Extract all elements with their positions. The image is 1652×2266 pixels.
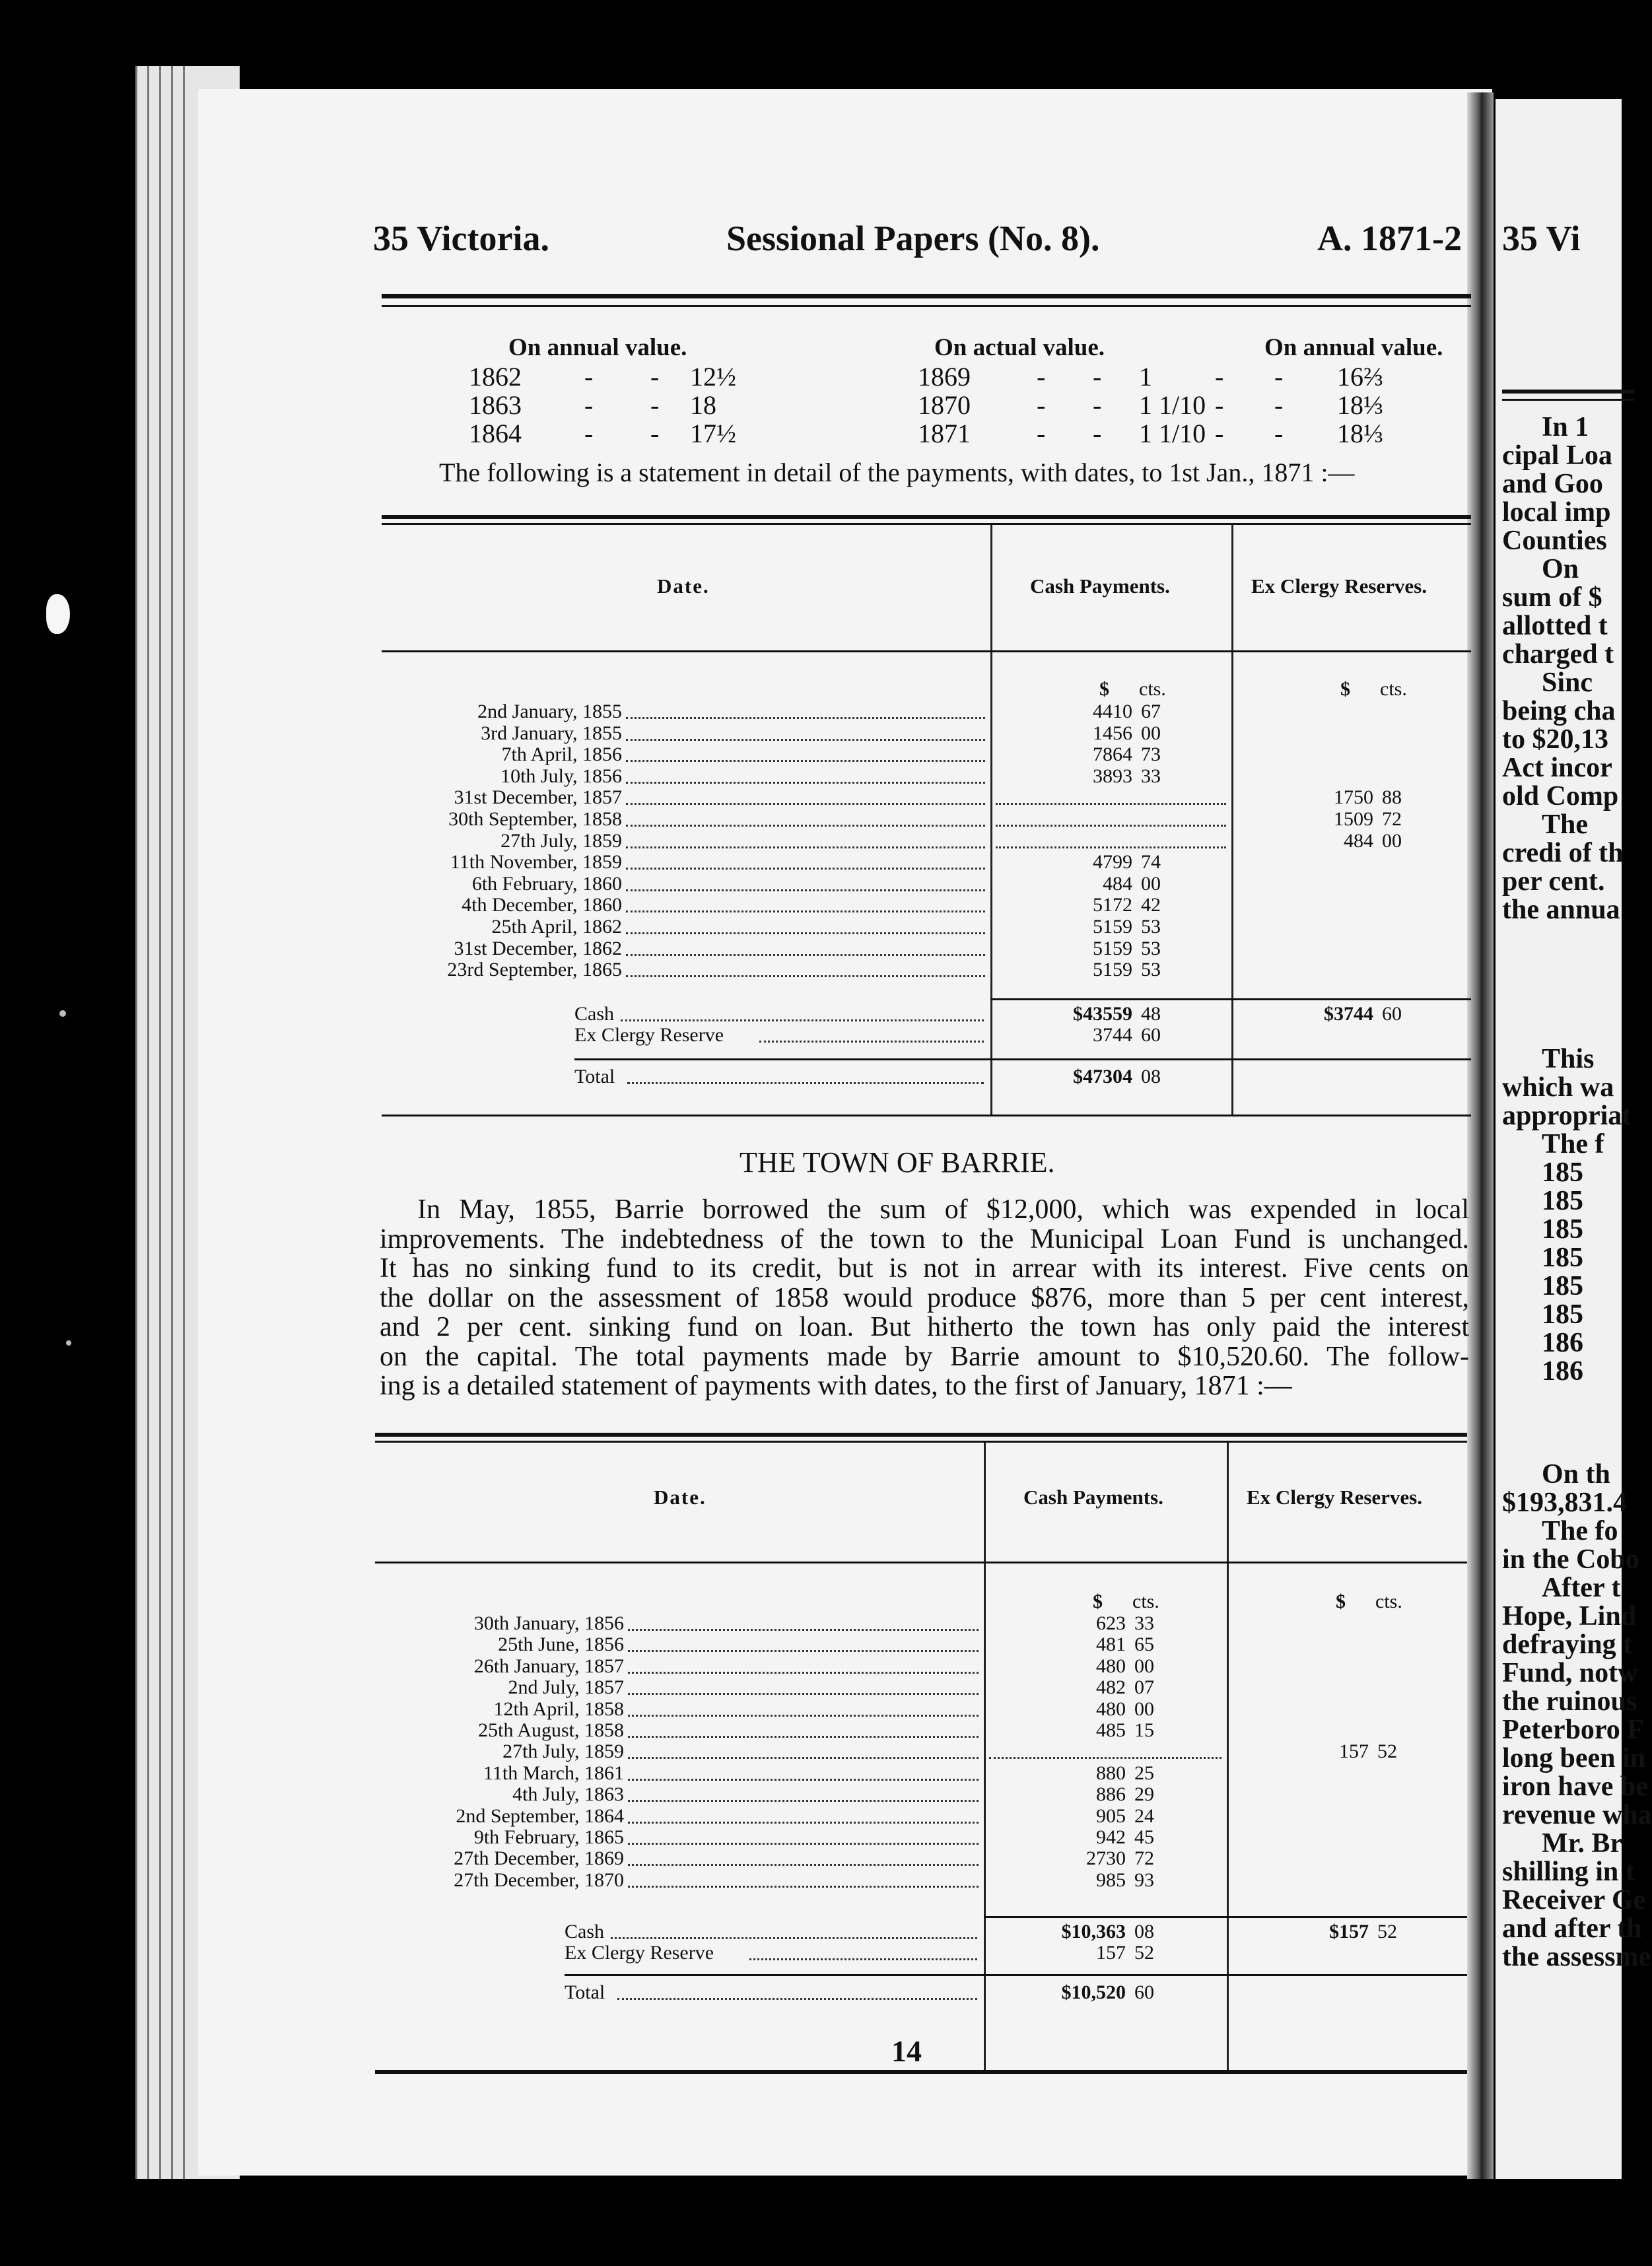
table-row-cash-cents: 73 xyxy=(1141,743,1161,766)
table-row-clergy-cents: 72 xyxy=(1382,808,1402,830)
right-page-line: 185 xyxy=(1542,1271,1583,1301)
table-head-clergy: Ex Clergy Reserves. xyxy=(1247,1486,1422,1509)
barrie-line: on the capital. The total payments made by Barrie amount to $10,520.60. The follow- xyxy=(380,1341,1469,1372)
left-page xyxy=(198,89,1492,2176)
table-bottom-rule xyxy=(382,1115,1471,1116)
cash-leader xyxy=(611,1937,977,1939)
table-row-cash-cents: 07 xyxy=(1134,1676,1154,1699)
table-row-cash-cents: 67 xyxy=(1141,701,1161,722)
header-center: Sessional Papers (No. 8). xyxy=(726,219,1100,258)
right-page-line: credi of th xyxy=(1502,838,1624,868)
header-left: 35 Victoria. xyxy=(373,219,549,258)
cash-label: Cash xyxy=(574,1003,614,1025)
table-row-date: 23rd September, 1865 xyxy=(447,959,622,981)
right-page-line: Mr. Br xyxy=(1542,1828,1623,1859)
cash-cents: 08 xyxy=(1134,1921,1154,1942)
table-row-cash-dollars: 623 xyxy=(1096,1612,1126,1634)
cash-clergy-dollars: $3744 xyxy=(1324,1003,1373,1025)
values-dash: - xyxy=(650,390,660,420)
right-page-line: charged t xyxy=(1502,639,1614,670)
table-head-rule xyxy=(375,1562,1467,1563)
table-sum-rule xyxy=(984,1916,1467,1918)
table-top-rule xyxy=(382,515,1471,519)
speck xyxy=(66,1340,71,1346)
total-label: Total xyxy=(565,1981,605,2003)
right-header-rule xyxy=(1502,390,1634,394)
table-row-cash-empty xyxy=(996,825,1226,827)
table-row-cash-dollars: 4410 xyxy=(1093,701,1132,722)
cash-clergy-cents: 52 xyxy=(1377,1921,1397,1942)
right-page-line: defraying t xyxy=(1502,1630,1633,1660)
values-rate-3: 18⅓ xyxy=(1337,419,1383,448)
table-row-leader xyxy=(626,889,985,891)
table-row-cash-dollars: 880 xyxy=(1096,1762,1126,1784)
table-row-clergy-dollars: 484 xyxy=(1344,829,1373,852)
speck xyxy=(59,1010,66,1017)
table-row-date: 27th December, 1870 xyxy=(454,1869,624,1891)
cash-cents: 48 xyxy=(1141,1003,1161,1025)
table-total-rule xyxy=(574,1058,1471,1060)
table-row-cash-cents: 33 xyxy=(1134,1612,1154,1634)
table-row-date: 11th March, 1861 xyxy=(483,1762,624,1784)
cash-dollars: $10,363 xyxy=(1061,1921,1126,1942)
right-page-line: Sinc xyxy=(1542,668,1593,698)
right-page-line: long been in xyxy=(1502,1743,1646,1773)
table-row-cash-dollars: 3893 xyxy=(1093,765,1132,787)
barrie-title: THE TOWN OF BARRIE. xyxy=(740,1146,1055,1179)
right-page-line: The xyxy=(1542,809,1589,840)
table-row-cash-dollars: 4799 xyxy=(1093,851,1132,874)
header-rule xyxy=(382,294,1471,298)
table-row-cash-cents: 29 xyxy=(1134,1783,1154,1806)
unit-cents: cts. xyxy=(1132,1591,1159,1612)
values-dash: - xyxy=(1093,390,1102,420)
ex-clergy-dollars: 3744 xyxy=(1093,1024,1132,1046)
table-row-clergy-cents: 88 xyxy=(1382,786,1402,809)
table-row-date: 25th August, 1858 xyxy=(478,1719,624,1741)
ex-clergy-label: Ex Clergy Reserve xyxy=(565,1942,714,1964)
values-dash: - xyxy=(1215,390,1224,420)
values-dash: - xyxy=(1215,362,1224,392)
table-head-cash: Cash Payments. xyxy=(1023,1486,1163,1509)
right-page-line: 186 xyxy=(1542,1328,1583,1358)
unit-dollar: $ xyxy=(1336,1591,1346,1612)
right-page-line: per cent. xyxy=(1502,866,1605,897)
table-row-leader xyxy=(628,1629,979,1631)
table-row-cash-cents: 53 xyxy=(1141,937,1161,959)
table-row-date: 27th December, 1869 xyxy=(454,1847,624,1870)
table-row-cash-empty xyxy=(996,803,1226,805)
right-page-line: old Comp xyxy=(1502,781,1619,811)
table-row-clergy-dollars: 1750 xyxy=(1334,786,1373,809)
right-page-line: Act incor xyxy=(1502,753,1612,783)
right-page-line: revenue wha xyxy=(1502,1800,1652,1830)
total-dollars: $10,520 xyxy=(1061,1981,1126,2003)
barrie-line: and 2 per cent. sinking fund on loan. But hitherto the town has only paid the interest xyxy=(380,1312,1469,1342)
total-label: Total xyxy=(574,1066,615,1087)
right-page-line: which wa xyxy=(1502,1072,1614,1103)
table-row-cash-dollars: 942 xyxy=(1096,1826,1126,1848)
table-row-leader xyxy=(626,910,985,912)
barrie-line: the dollar on the assessment of 1858 would produce $876, more than 5 per cent interest, xyxy=(380,1282,1469,1313)
values-year-1: 1862 xyxy=(469,362,522,392)
table-row-leader xyxy=(628,1715,979,1717)
table-row-cash-dollars: 481 xyxy=(1096,1633,1126,1656)
values-rate-1: 17½ xyxy=(690,419,736,448)
right-page-line: The f xyxy=(1542,1129,1604,1159)
right-page-line: Hope, Lind xyxy=(1502,1601,1637,1631)
cash-clergy-dollars: $157 xyxy=(1329,1921,1369,1942)
table-row-leader xyxy=(626,739,985,741)
values-rate-2: 1 1/10 xyxy=(1139,390,1206,420)
right-page-line: allotted t xyxy=(1502,611,1608,641)
table-row-leader xyxy=(626,975,985,977)
values-rate-3: 16⅔ xyxy=(1337,362,1383,392)
table-row-cash-dollars: 5159 xyxy=(1093,916,1132,938)
right-page-line: $193,831.4 xyxy=(1502,1488,1627,1518)
table-row-clergy-cents: 52 xyxy=(1377,1740,1397,1763)
right-page-line: and Goo xyxy=(1502,469,1603,499)
table-row-leader xyxy=(628,1672,979,1674)
values-dash: - xyxy=(1274,419,1284,448)
table-row-date: 2nd July, 1857 xyxy=(508,1676,624,1699)
right-page-line: appropriat xyxy=(1502,1101,1632,1131)
values-dash: - xyxy=(650,362,660,392)
table-row-leader xyxy=(628,1736,979,1738)
table-row-cash-dollars: 480 xyxy=(1096,1655,1126,1677)
unit-cents: cts. xyxy=(1380,678,1407,700)
total-dollars: $47304 xyxy=(1073,1066,1132,1087)
table-row-date: 2nd September, 1864 xyxy=(456,1804,624,1827)
right-page-line: 185 xyxy=(1542,1157,1583,1188)
table-row-leader xyxy=(626,846,985,848)
ex-clergy-cents: 60 xyxy=(1141,1024,1161,1046)
barrie-line: improvements. The indebtedness of the town to the Municipal Loan Fund is unchanged. xyxy=(380,1223,1469,1254)
table-row-leader xyxy=(626,782,985,784)
values-rate-1: 18 xyxy=(690,390,716,420)
table-row-cash-cents: 53 xyxy=(1141,916,1161,938)
table-row-cash-dollars: 5159 xyxy=(1093,959,1132,981)
table-row-leader xyxy=(626,825,985,827)
table-row-leader xyxy=(626,760,985,762)
table-total-rule xyxy=(565,1974,1467,1976)
table-row-cash-cents: 65 xyxy=(1134,1633,1154,1656)
values-year-2: 1871 xyxy=(918,419,971,448)
barrie-line: In May, 1855, Barrie borrowed the sum of $12,000, which was expended in local xyxy=(417,1194,1469,1225)
table-row-leader xyxy=(628,1843,979,1845)
table-row-date: 9th February, 1865 xyxy=(473,1826,624,1848)
ex-clergy-label: Ex Clergy Reserve xyxy=(574,1024,724,1046)
right-page-line: cipal Loa xyxy=(1502,440,1612,471)
table-top-rule-thin xyxy=(382,523,1471,525)
table-row-cash-dollars: 482 xyxy=(1096,1676,1126,1699)
table-row-cash-empty xyxy=(996,846,1226,848)
table-row-cash-dollars: 480 xyxy=(1096,1698,1126,1720)
values-dash: - xyxy=(1274,390,1284,420)
ex-clergy-dollars: 157 xyxy=(1096,1942,1126,1964)
table-row-cash-cents: 24 xyxy=(1134,1804,1154,1827)
table-row-date: 31st December, 1862 xyxy=(454,937,622,959)
table-row-date: 25th April, 1862 xyxy=(491,916,622,938)
right-page-line: shilling in t xyxy=(1502,1857,1635,1887)
table-row-cash-cents: 93 xyxy=(1134,1869,1154,1891)
table-row-cash-cents: 45 xyxy=(1134,1826,1154,1848)
values-dash: - xyxy=(650,419,660,448)
table-row-date: 27th July, 1859 xyxy=(500,829,622,852)
table-row-cash-cents: 33 xyxy=(1141,765,1161,787)
table-row-leader xyxy=(626,803,985,805)
values-rate-2: 1 xyxy=(1139,362,1152,392)
unit-dollar: $ xyxy=(1099,678,1109,700)
unit-cents: cts. xyxy=(1375,1591,1402,1612)
table-row-cash-cents: 00 xyxy=(1141,872,1161,895)
total-cents: 60 xyxy=(1134,1981,1154,2003)
cash-label: Cash xyxy=(565,1921,604,1942)
right-page-line: 185 xyxy=(1542,1214,1583,1245)
right-page-line: On th xyxy=(1542,1459,1610,1490)
total-leader xyxy=(627,1082,984,1084)
table-row-date: 12th April, 1858 xyxy=(493,1698,624,1720)
table-row-date: 11th November, 1859 xyxy=(450,851,622,874)
table-row-date: 4th July, 1863 xyxy=(512,1783,624,1806)
right-page-line: This xyxy=(1542,1044,1595,1074)
right-page-line: in the Cobo xyxy=(1502,1544,1639,1575)
table-row-leader xyxy=(628,1886,979,1888)
table-row-cash-dollars: 886 xyxy=(1096,1783,1126,1806)
table-row-cash-dollars: 7864 xyxy=(1093,743,1132,766)
table-row-cash-cents: 00 xyxy=(1141,722,1161,744)
table-row-date: 3rd January, 1855 xyxy=(481,722,622,744)
table-bottom-rule xyxy=(375,2070,1467,2074)
right-header-rule-thin xyxy=(1502,399,1634,401)
barrie-line: ing is a detailed statement of payments with dates, to the first of January, 1871 :— xyxy=(380,1371,1292,1401)
table-row-leader xyxy=(628,1779,979,1781)
right-page-line: to $20,13 xyxy=(1502,724,1608,755)
table-row-cash-cents: 53 xyxy=(1141,959,1161,981)
values-dash: - xyxy=(1037,362,1046,392)
right-page-line: the annua xyxy=(1502,895,1620,925)
right-page-line: being cha xyxy=(1502,696,1616,726)
table-divider xyxy=(1231,525,1233,1115)
unit-dollar: $ xyxy=(1340,678,1350,700)
table-row-clergy-cents: 00 xyxy=(1382,829,1402,852)
intro-statement: The following is a statement in detail of the payments, with dates, to 1st Jan., 1871 :— xyxy=(439,458,1355,487)
table-row-leader xyxy=(626,868,985,870)
page-number: 14 xyxy=(891,2034,922,2068)
right-page-line: 186 xyxy=(1542,1356,1583,1387)
right-page-line: The fo xyxy=(1542,1516,1618,1546)
right-page-line: On xyxy=(1542,554,1579,584)
right-page-line: 185 xyxy=(1542,1186,1583,1216)
cash-clergy-cents: 60 xyxy=(1382,1003,1402,1025)
right-page-line: 185 xyxy=(1542,1299,1583,1330)
values-dash: - xyxy=(1037,419,1046,448)
table-head-rule xyxy=(382,650,1471,652)
table-row-date: 2nd January, 1855 xyxy=(477,701,622,722)
ex-clergy-cents: 52 xyxy=(1134,1942,1154,1964)
values-rate-3: 18⅓ xyxy=(1337,390,1383,420)
unit-cents: cts. xyxy=(1139,678,1166,700)
paper-blot xyxy=(46,594,70,634)
right-page-line: Fund, notw xyxy=(1502,1658,1638,1688)
right-page-line: After t xyxy=(1542,1573,1621,1603)
values-dash: - xyxy=(1093,419,1102,448)
table-row-leader xyxy=(628,1864,979,1866)
total-leader xyxy=(617,1998,977,2000)
table-row-cash-cents: 00 xyxy=(1134,1698,1154,1720)
values-dash: - xyxy=(1274,362,1284,392)
table-row-cash-cents: 25 xyxy=(1134,1762,1154,1784)
table-row-date: 4th December, 1860 xyxy=(462,894,622,916)
page-gutter xyxy=(1467,92,1494,2179)
table-row-cash-cents: 00 xyxy=(1134,1655,1154,1677)
table-row-leader xyxy=(628,1822,979,1824)
table-row-cash-dollars: 485 xyxy=(1096,1719,1126,1741)
table-row-date: 30th January, 1856 xyxy=(473,1612,624,1634)
values-year-2: 1869 xyxy=(918,362,971,392)
values-col2-head: On actual value. xyxy=(934,334,1105,361)
values-dash: - xyxy=(584,419,594,448)
total-cents: 08 xyxy=(1141,1066,1161,1087)
table-row-leader xyxy=(626,932,985,934)
table-top-rule-thin xyxy=(375,1441,1467,1443)
table-row-date: 6th February, 1860 xyxy=(471,872,622,895)
right-page-line: sum of $ xyxy=(1502,582,1602,613)
table-divider xyxy=(990,525,992,1115)
table-row-leader xyxy=(626,954,985,956)
right-page-line: In 1 xyxy=(1542,412,1589,442)
header-rule-thin xyxy=(382,305,1471,307)
table-row-date: 10th July, 1856 xyxy=(500,765,622,787)
right-page-line: Peterboro F xyxy=(1502,1715,1644,1745)
table-head-cash: Cash Payments. xyxy=(1030,574,1170,598)
right-page-line: the assessme xyxy=(1502,1942,1651,1972)
values-dash: - xyxy=(584,362,594,392)
right-page-header: 35 Vi xyxy=(1502,219,1581,258)
table-row-cash-dollars: 1456 xyxy=(1093,722,1132,744)
table-row-cash-empty xyxy=(989,1757,1222,1759)
right-page-line: Counties xyxy=(1502,526,1607,556)
values-col3-head: On annual value. xyxy=(1264,334,1443,361)
right-page-line: local imp xyxy=(1502,497,1611,528)
cash-leader xyxy=(621,1019,984,1021)
table-row-cash-cents: 42 xyxy=(1141,894,1161,916)
table-head-date: Date. xyxy=(657,574,710,598)
table-row-cash-cents: 72 xyxy=(1134,1847,1154,1870)
table-row-cash-dollars: 5159 xyxy=(1093,937,1132,959)
table-top-rule xyxy=(375,1433,1467,1437)
table-row-date: 31st December, 1857 xyxy=(454,786,622,809)
barrie-line: It has no sinking fund to its credit, but is not in arrear with its interest. Five cents on xyxy=(380,1253,1469,1284)
values-dash: - xyxy=(1037,390,1046,420)
table-sum-rule xyxy=(990,998,1471,1000)
values-col1-head: On annual value. xyxy=(508,334,687,361)
table-row-leader xyxy=(626,717,985,719)
table-row-date: 25th June, 1856 xyxy=(498,1633,624,1656)
table-row-date: 26th January, 1857 xyxy=(473,1655,624,1677)
table-row-cash-cents: 15 xyxy=(1134,1719,1154,1741)
header-right: A. 1871-2 xyxy=(1317,219,1462,258)
values-rate-2: 1 1/10 xyxy=(1139,419,1206,448)
ex-clergy-leader xyxy=(759,1041,984,1043)
table-head-date: Date. xyxy=(654,1486,706,1509)
ex-clergy-leader xyxy=(749,1958,977,1960)
table-row-cash-dollars: 905 xyxy=(1096,1804,1126,1827)
table-row-cash-cents: 74 xyxy=(1141,851,1161,874)
unit-dollar: $ xyxy=(1093,1591,1103,1612)
right-page-line: Receiver Ge xyxy=(1502,1885,1646,1915)
table-row-cash-dollars: 484 xyxy=(1103,872,1132,895)
table-row-cash-dollars: 2730 xyxy=(1086,1847,1126,1870)
values-year-1: 1864 xyxy=(469,419,522,448)
values-dash: - xyxy=(1215,419,1224,448)
right-page-line: and after th xyxy=(1502,1913,1642,1944)
values-dash: - xyxy=(1093,362,1102,392)
right-page-line: 185 xyxy=(1542,1243,1583,1273)
table-row-clergy-dollars: 1509 xyxy=(1334,808,1373,830)
table-row-leader xyxy=(628,1757,979,1759)
table-row-leader xyxy=(628,1693,979,1695)
values-year-2: 1870 xyxy=(918,390,971,420)
values-year-1: 1863 xyxy=(469,390,522,420)
table-row-leader xyxy=(628,1800,979,1802)
table-row-clergy-dollars: 157 xyxy=(1339,1740,1369,1763)
right-page xyxy=(1496,99,1652,2179)
table-row-leader xyxy=(628,1650,979,1652)
table-row-cash-dollars: 985 xyxy=(1096,1869,1126,1891)
table-row-date: 27th July, 1859 xyxy=(502,1740,624,1763)
table-row-date: 30th September, 1858 xyxy=(448,808,622,830)
table-row-cash-dollars: 5172 xyxy=(1093,894,1132,916)
right-page-line: iron have be xyxy=(1502,1771,1648,1802)
values-dash: - xyxy=(584,390,594,420)
right-page-line: the ruinous xyxy=(1502,1686,1637,1717)
values-rate-1: 12½ xyxy=(690,362,736,392)
cash-dollars: $43559 xyxy=(1073,1003,1132,1025)
table-head-clergy: Ex Clergy Reserves. xyxy=(1251,574,1427,598)
table-row-date: 7th April, 1856 xyxy=(501,743,622,766)
